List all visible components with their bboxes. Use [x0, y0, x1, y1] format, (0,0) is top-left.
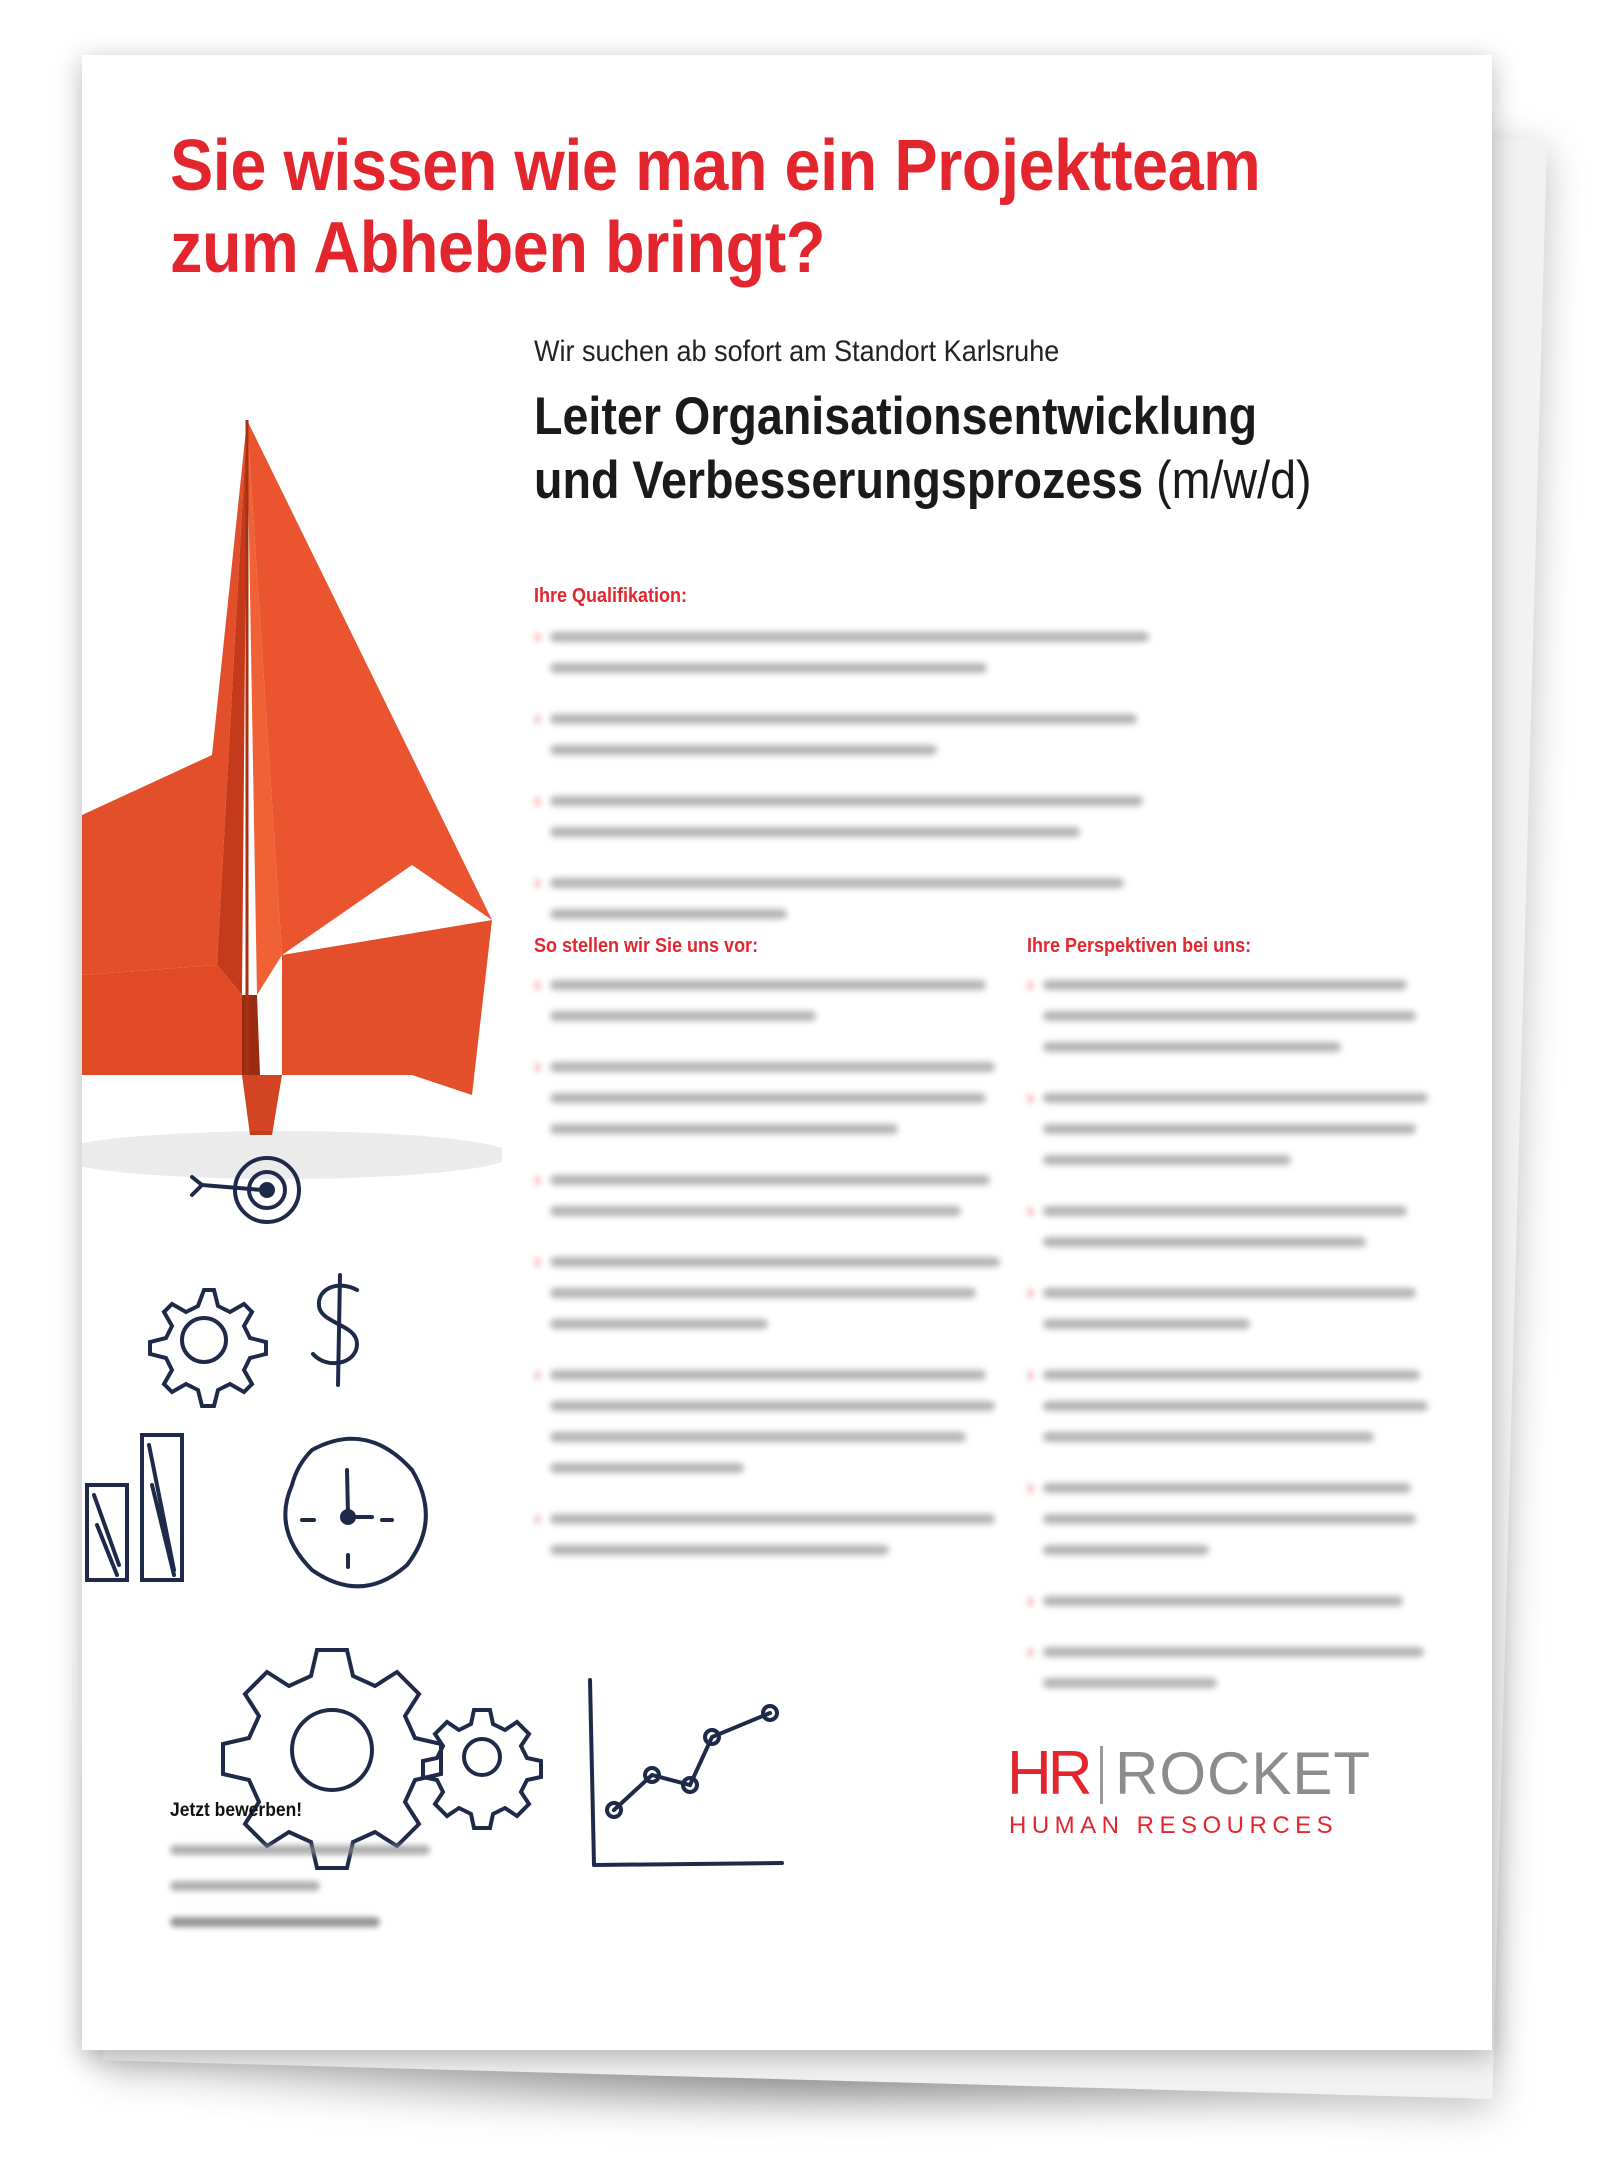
perspektiven-list-blurred [1027, 973, 1457, 1722]
job-title-line-1: Leiter Organisationsentwicklung [534, 387, 1258, 446]
hr-rocket-logo [1007, 1740, 1427, 1850]
list-item: › [534, 871, 1174, 940]
list-item: › [1027, 1086, 1457, 1186]
large-gears-icon [223, 1650, 541, 1868]
flyer-page [82, 55, 1492, 2050]
list-item: › [1027, 1589, 1457, 1627]
list-item: › [1027, 1281, 1457, 1350]
bar-chart-icon [87, 1435, 182, 1580]
logo-tagline: HUMAN RESOURCES [1009, 1812, 1339, 1839]
list-item: › [1027, 1199, 1457, 1268]
intro-text: Wir suchen ab sofort am Standort Karlsruhe [534, 335, 1060, 368]
small-gear-icon [150, 1290, 266, 1406]
contact-details-blurred [170, 1845, 430, 1953]
list-item: › [534, 1507, 1034, 1576]
gender-suffix: (m/w/d) [1156, 451, 1312, 510]
section-title-qualifikation: Ihre Qualifikation: [534, 585, 688, 607]
target-icon [192, 1158, 299, 1222]
line-chart-icon [590, 1680, 782, 1865]
section-title-vorstellung: So stellen wir Sie uns vor: [534, 935, 759, 957]
headline-line-1: Sie wissen wie man ein Projektteam [170, 126, 1261, 206]
paper-plane-illustration [82, 355, 502, 1195]
clock-icon [285, 1439, 426, 1587]
qualifikation-list-blurred [534, 625, 1174, 953]
headline-line-2: zum Abheben bringt? [170, 208, 825, 288]
list-item: › [534, 625, 1174, 694]
job-title-line-2 [534, 449, 1414, 513]
job-title-line-2-text: und Verbesserungsprozess [534, 451, 1144, 510]
list-item: › [534, 1363, 1034, 1494]
list-item: › [534, 1168, 1034, 1237]
dollar-icon [313, 1275, 357, 1385]
list-item: › [534, 707, 1174, 776]
list-item: › [1027, 1640, 1457, 1709]
apply-cta: Jetzt bewerben! [170, 1800, 303, 1821]
list-item: › [1027, 1476, 1457, 1576]
list-item: › [1027, 973, 1457, 1073]
list-item: › [1027, 1363, 1457, 1463]
logo-name: ROCKET [1115, 1740, 1372, 1807]
vorstellung-list-blurred [534, 973, 1034, 1589]
list-item: › [534, 1250, 1034, 1350]
list-item: › [534, 1055, 1034, 1155]
headline [170, 125, 1295, 289]
logo-divider [1100, 1746, 1103, 1804]
section-title-perspektiven: Ihre Perspektiven bei uns: [1027, 935, 1252, 957]
job-title [534, 385, 1414, 513]
logo-mark: HR [1007, 1739, 1089, 1808]
list-item: › [534, 789, 1174, 858]
list-item: › [534, 973, 1034, 1042]
